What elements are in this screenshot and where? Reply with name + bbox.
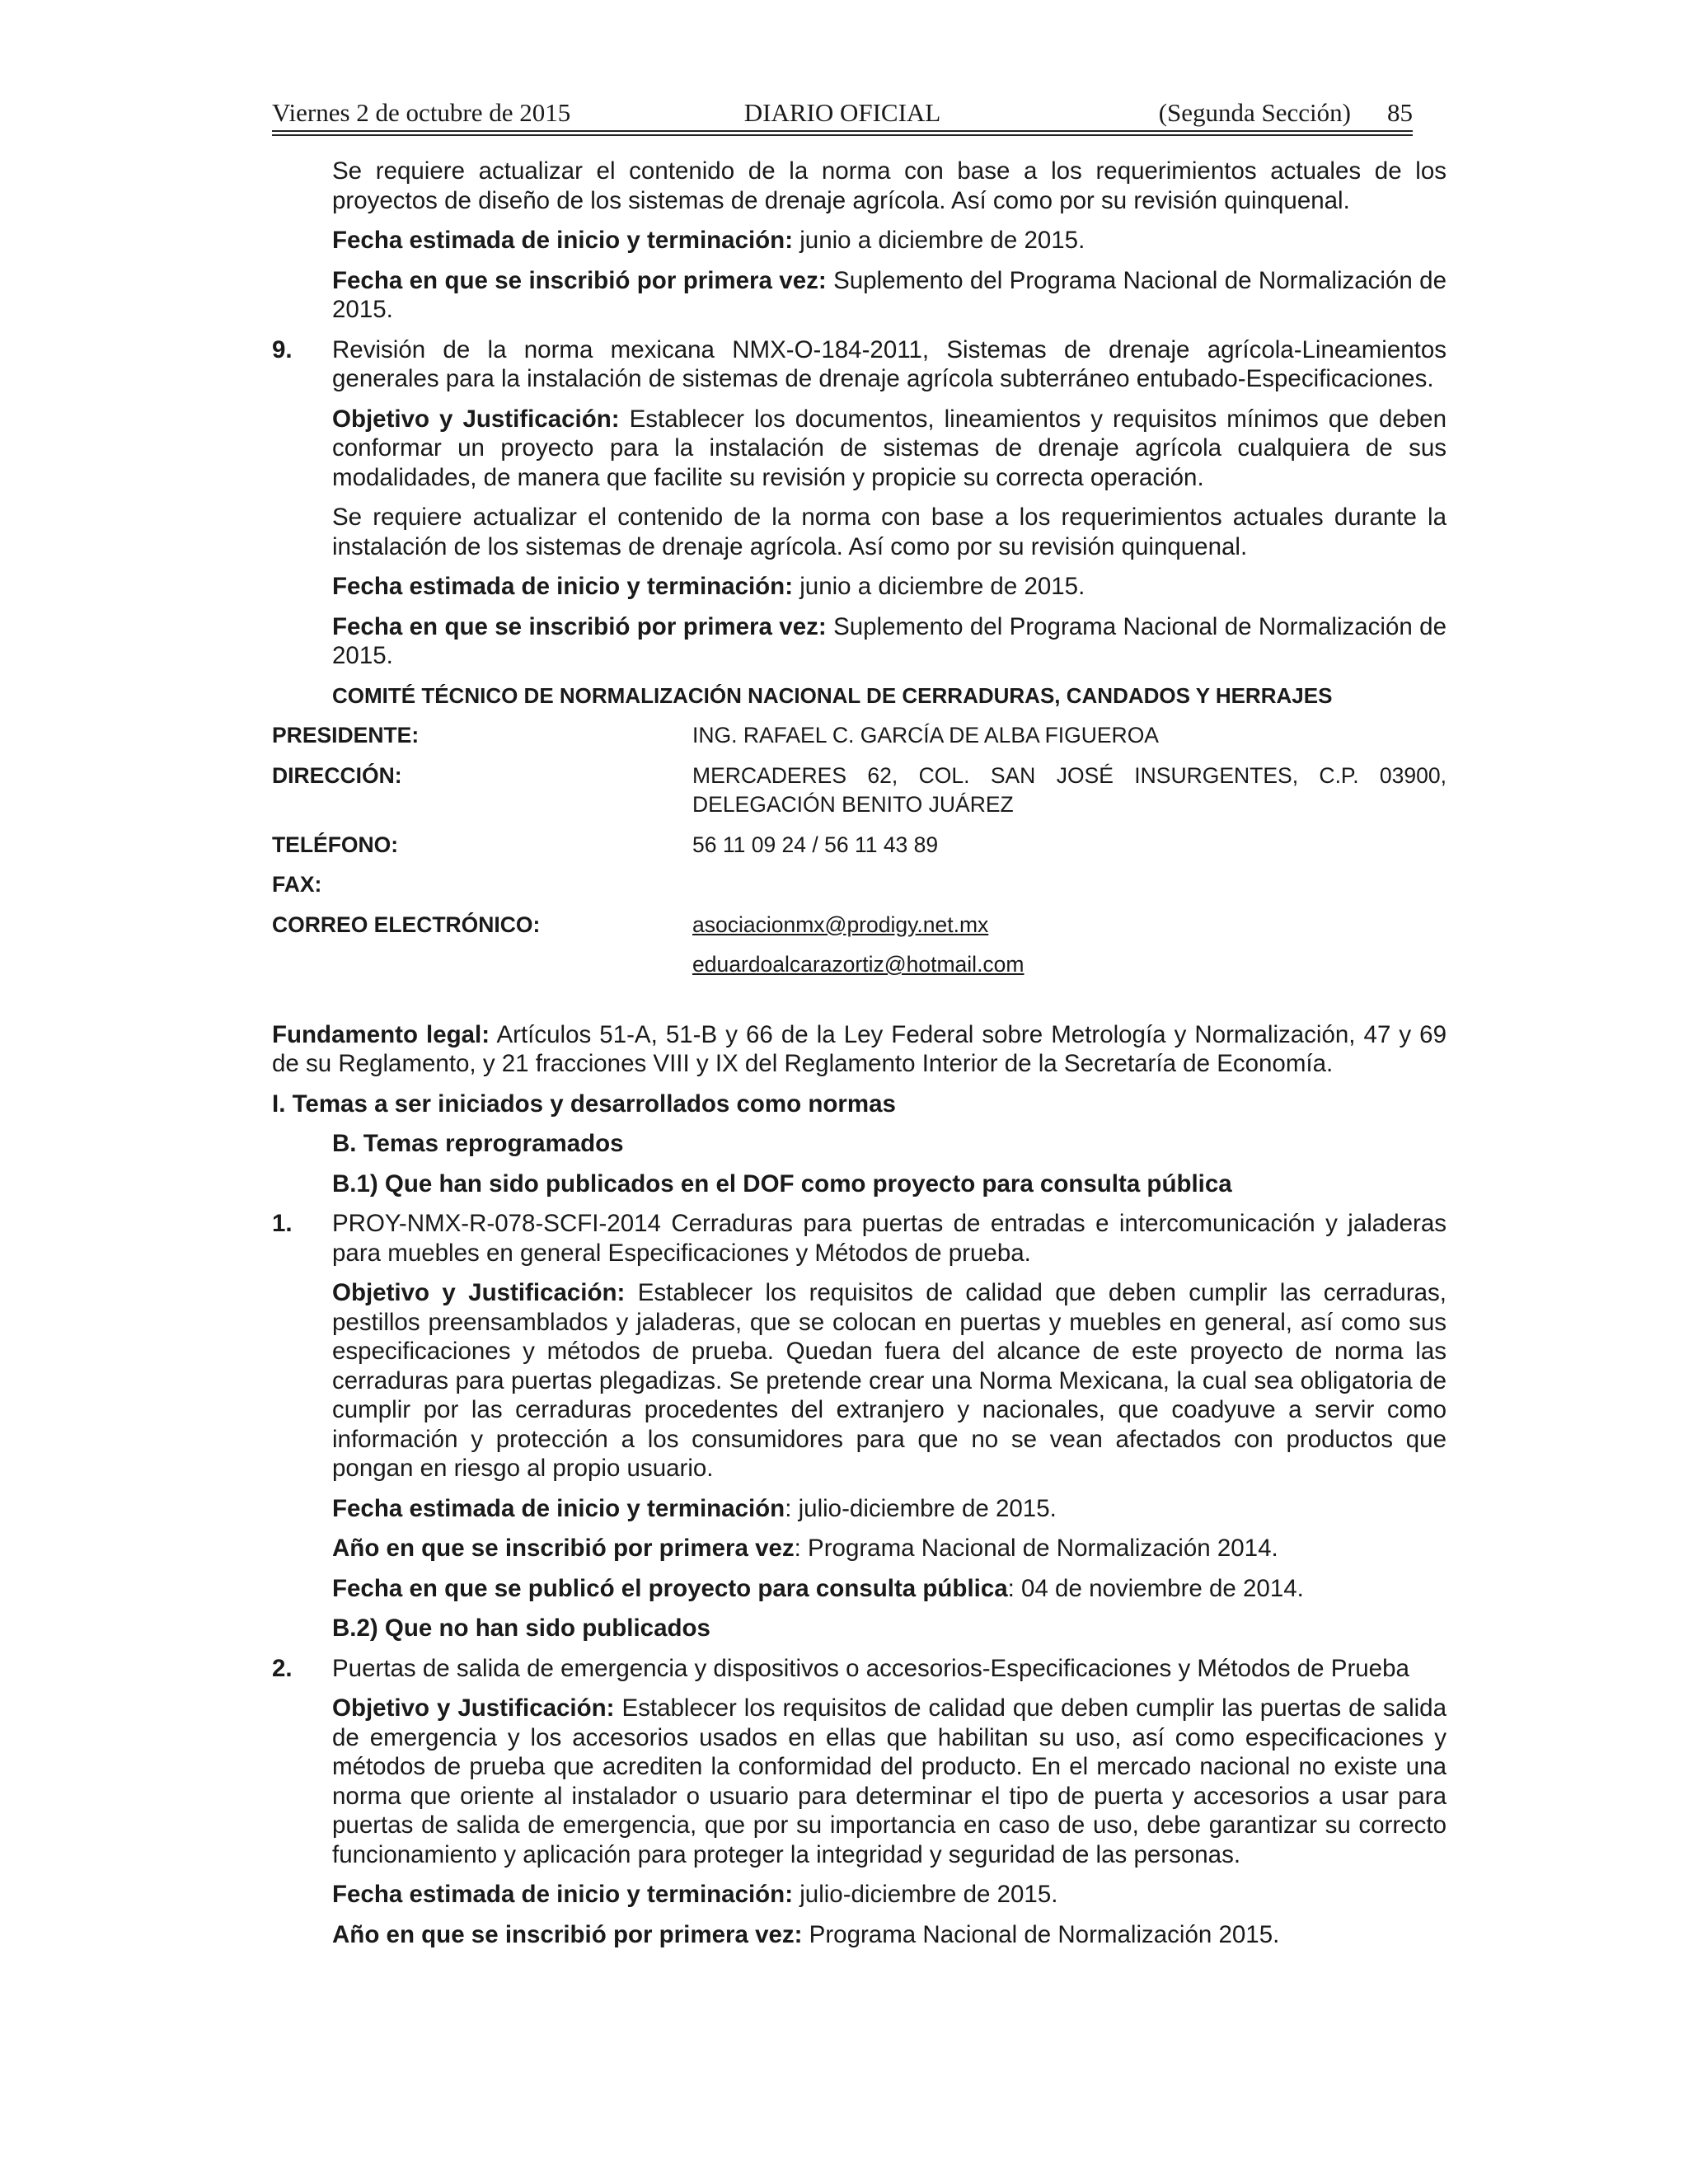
header-date: Viernes 2 de octubre de 2015 xyxy=(272,98,571,127)
item-1 xyxy=(231,1209,1447,1268)
item-9-objetivo-value: Establecer los documentos, lineamientos y requisitos mínimos que deben conformar un proyecto para la instalación de sistemas de drenaje agrícola cualquiera de sus modalidades, de manera que facilite su revisión y propicie su correcta operación. xyxy=(332,405,1447,491)
committee-direccion-row xyxy=(231,762,1447,820)
intro-paragraph: Se requiere actualizar el contenido de la norma con base a los requerimientos actuales de los proyectos de diseño de los sistemas de drenaje agrícola. Así como por su revisión quinquenal. xyxy=(332,157,1447,214)
item-1-objetivo-label: Objetivo y Justificación: xyxy=(332,1279,626,1306)
item-2-objetivo-label: Objetivo y Justificación: xyxy=(332,1694,615,1722)
item-1-objetivo xyxy=(231,1278,1447,1483)
fundamento-label: Fundamento legal: xyxy=(272,1020,490,1048)
telefono-value: 56 11 09 24 / 56 11 43 89 xyxy=(692,832,939,857)
header-publication: DIARIO OFICIAL xyxy=(743,98,941,127)
intro-inscribio xyxy=(231,266,1447,325)
item-2 xyxy=(231,1654,1447,1684)
item-2-fecha xyxy=(231,1880,1447,1910)
item-2-title: Puertas de salida de emergencia y dispositivos o accesorios-Especificaciones y Métodos de Prueba xyxy=(332,1654,1409,1682)
committee-telefono-row xyxy=(231,831,1447,860)
email-link-1[interactable]: asociacionmx@prodigy.net.mx xyxy=(692,912,989,937)
item-1-anio-value: : Programa Nacional de Normalización 2014. xyxy=(794,1535,1278,1562)
item-9-fecha xyxy=(231,572,1447,602)
page-header xyxy=(272,92,1413,134)
item-9-fecha-value: junio a diciembre de 2015. xyxy=(793,573,1085,600)
item-1-publico-label: Fecha en que se publicó el proyecto para consulta pública xyxy=(332,1574,1008,1602)
presidente-value: ING. RAFAEL C. GARCÍA DE ALBA FIGUEROA xyxy=(692,723,1159,748)
item-9-paragraph: Se requiere actualizar el contenido de la norma con base a los requerimientos actuales durante la instalación de los sistemas de drenaje agrícola. Así como por su revisión quinquenal. xyxy=(332,504,1447,560)
item-1-number: 1. xyxy=(272,1210,293,1237)
fundamento-value: Artículos 51-A, 51-B y 66 de la Ley Federal sobre Metrología y Normalización, 47 y 69 de su Reglamento, y 21 fracciones VIII y IX del Reglamento Interior de la Secretaría de Economía. xyxy=(272,1020,1447,1077)
item-1-anio-label: Año en que se inscribió por primera vez xyxy=(332,1535,795,1562)
committee-title: COMITÉ TÉCNICO DE NORMALIZACIÓN NACIONAL DE CERRADURAS, CANDADOS Y HERRAJES xyxy=(332,682,1333,708)
header-rule-top xyxy=(272,130,1413,132)
fax-label: FAX: xyxy=(272,872,322,897)
item-1-fecha xyxy=(231,1494,1447,1524)
committee-correo-row-2 xyxy=(231,950,1447,980)
item-9-number: 9. xyxy=(272,335,293,363)
item-1-objetivo-value: Establecer los requisitos de calidad que deben cumplir las cerraduras, pestillos preensamblados y jaladeras, que se colocan en puertas y muebles en general, así como sus especificaciones y métodos de prueba. Quedan fuera del alcance de este proyecto de norma las cerraduras para puertas plegadizas. Se pretende crear una Norma Mexicana, la cual sea obligatoria de cumplir por las cerraduras procedentes del extranjero y nacionales, que coadyuve a servir como información y protección a los consumidores para que no se vean afectados con productos que pongan en riesgo al propio usuario. xyxy=(332,1279,1447,1482)
direccion-label: DIRECCIÓN: xyxy=(272,762,402,788)
header-rule-bottom xyxy=(272,134,1413,136)
email-link-2[interactable]: eduardoalcarazortiz@hotmail.com xyxy=(692,952,1025,977)
intro-inscribio-label: Fecha en que se inscribió por primera vez: xyxy=(332,266,827,294)
item-2-number: 2. xyxy=(272,1654,293,1682)
correo-label: CORREO ELECTRÓNICO: xyxy=(272,912,541,937)
intro-fecha xyxy=(231,226,1447,255)
item-9-inscribio-label: Fecha en que se inscribió por primera vez: xyxy=(332,612,827,640)
heading-reprogramados: B. Temas reprogramados xyxy=(332,1130,624,1157)
header-section: (Segunda Sección) xyxy=(1158,98,1351,127)
item-9-title: Revisión de la norma mexicana NMX-O-184-2011, Sistemas de drenaje agrícola-Lineamientos generales para la instalación de sistemas de drenaje agrícola subterráneo entubado-Especificaciones. xyxy=(332,335,1447,392)
item-2-fecha-label: Fecha estimada de inicio y terminación: xyxy=(332,1881,794,1908)
item-2-anio-label: Año en que se inscribió por primera vez: xyxy=(332,1920,803,1948)
heading-b1: B.1) Que han sido publicados en el DOF como proyecto para consulta pública xyxy=(332,1169,1232,1197)
item-1-fecha-label: Fecha estimada de inicio y terminación xyxy=(332,1494,785,1522)
committee-fax-row xyxy=(231,870,1447,900)
direccion-value: MERCADERES 62, COL. SAN JOSÉ INSURGENTES, C.P. 03900, DELEGACIÓN BENITO JUÁREZ xyxy=(692,762,1447,817)
item-9-objetivo-label: Objetivo y Justificación: xyxy=(332,405,620,433)
document-body xyxy=(231,157,1447,1960)
header-page-number: 85 xyxy=(1387,98,1413,127)
fundamento-legal xyxy=(231,1020,1447,1079)
presidente-label: PRESIDENTE: xyxy=(272,723,420,748)
item-2-anio-value: Programa Nacional de Normalización 2015. xyxy=(802,1920,1280,1948)
item-9-fecha-label: Fecha estimada de inicio y terminación: xyxy=(332,573,794,600)
item-9-inscribio xyxy=(231,612,1447,671)
committee-correo-row xyxy=(231,911,1447,940)
telefono-label: TELÉFONO: xyxy=(272,832,399,857)
intro-fecha-value: junio a diciembre de 2015. xyxy=(793,227,1085,254)
intro-inscribio-value: Suplemento del Programa Nacional de Normalización de 2015. xyxy=(332,266,1447,323)
item-2-objetivo-value: Establecer los requisitos de calidad que deben cumplir las puertas de salida de emergencia y los accesorios usados en ellas que habilitan su uso, así como especificaciones y métodos de prueba que acrediten la conformidad del producto. En el mercado nacional no existe una norma que oriente al instalador o usuario para determinar el tipo de puerta y accesorios a usar para puertas de salida de emergencia, que por su importancia en caso de uso, debe garantizar su correcto funcionamiento y aplicación para proteger la integridad y seguridad de las personas. xyxy=(332,1694,1447,1868)
committee-presidente-row xyxy=(231,721,1447,751)
heading-b2: B.2) Que no han sido publicados xyxy=(332,1615,710,1642)
item-1-publico-value: : 04 de noviembre de 2014. xyxy=(1007,1574,1304,1602)
item-2-anio xyxy=(231,1920,1447,1950)
item-1-title: PROY-NMX-R-078-SCFI-2014 Cerraduras para puertas de entradas e intercomunicación y jaladeras para muebles en general Especificaciones y Métodos de prueba. xyxy=(332,1210,1447,1267)
item-2-objetivo xyxy=(231,1694,1447,1869)
intro-fecha-label: Fecha estimada de inicio y terminación: xyxy=(332,227,794,254)
item-9-objetivo xyxy=(231,405,1447,493)
item-1-fecha-value: : julio-diciembre de 2015. xyxy=(785,1494,1057,1522)
heading-temas: I. Temas a ser iniciados y desarrollados como normas xyxy=(272,1090,896,1118)
item-9-inscribio-value: Suplemento del Programa Nacional de Normalización de 2015. xyxy=(332,612,1447,669)
item-1-publico xyxy=(231,1574,1447,1604)
item-1-anio xyxy=(231,1534,1447,1563)
spacer xyxy=(231,991,1447,1020)
item-2-fecha-value: julio-diciembre de 2015. xyxy=(793,1881,1058,1908)
item-9 xyxy=(231,335,1447,394)
